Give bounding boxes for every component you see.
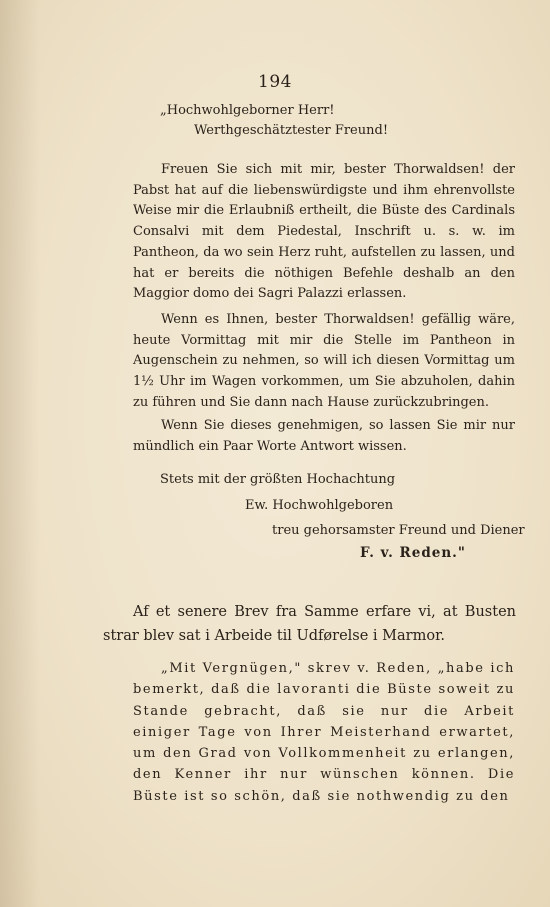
- page-fold-shadow: [0, 0, 40, 907]
- letter-paragraph-1: Freuen Sie sich mit mir, bester Thorwaldsen! der Pabst hat auf die liebenswürdigste und ihm ehrenvollste Weise mir die Erlaubniß ertheilt, die Büste des Cardinals Consalvi mit dem Piedestal, Inschrift u. s. w. im Pantheon, da wo sein Herz ruht, aufstellen zu lassen, und hat er bereits die nöthigen Befehle deshalb an den Maggior domo dei Sagri Palazzi erlassen.: [133, 162, 515, 302]
- letter-signature: F. v. Reden.": [360, 545, 466, 561]
- letter-paragraph-2: Wenn es Ihnen, bester Thorwaldsen! gefällig wäre, heute Vormittag mit mir die Stelle im Pantheon in Augenschein zu nehmen, so will ich diesen Vormittag um 1½ Uhr im Wagen vorkommen, um Sie abzuholen, dahin zu führen und Sie dann nach Hause zurückzubringen.: [133, 312, 515, 410]
- narrative-paragraph: Af et senere Brev fra Samme erfare vi, at Busten strar blev sat i Arbeide til Udførelse i Marmor.: [103, 603, 516, 644]
- letter-paragraph-3: Wenn Sie dieses genehmigen, so lassen Sie mir nur mündlich ein Paar Worte Antwort wissen.: [133, 418, 515, 454]
- quoted-letter-paragraph: „Mit Vergnügen," skrev v. Reden, „habe ich bemerkt, daß die lavoranti die Büste soweit zu Stande gebracht, daß sie nur die Arbeit einiger Tage von Ihrer Meisterhand erwartet, um den Grad von Vollkommenheit zu erlangen, den Kenner ihr nur wünschen können. Die Büste ist so schön, daß sie nothwendig zu den: [133, 661, 515, 804]
- salutation-line-2: Werthgeschätztester Freund!: [194, 123, 389, 138]
- letter-salutation: [160, 101, 388, 141]
- closing-line-2: Ew. Hochwohlgeboren: [245, 498, 394, 513]
- page-number: 194: [258, 72, 292, 92]
- closing-line-1: Stets mit der größten Hochachtung: [160, 472, 396, 487]
- closing-line-3: treu gehorsamster Freund und Diener: [272, 523, 525, 538]
- salutation-line-1: „Hochwohlgeborner Herr!: [160, 103, 335, 118]
